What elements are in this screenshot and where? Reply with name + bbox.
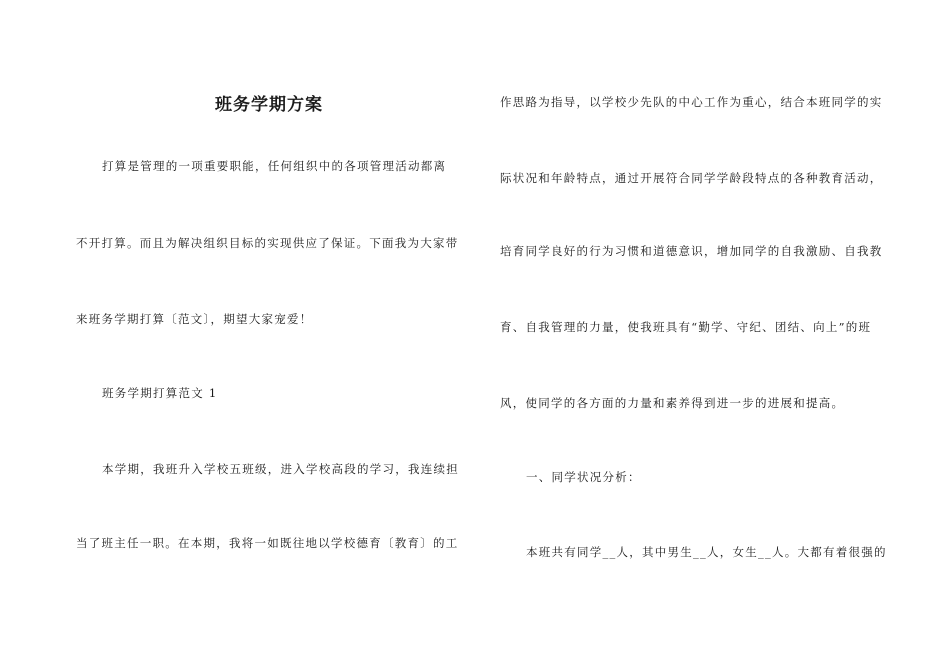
paragraph-line: 风，使同学的各方面的力量和素养得到进一步的进展和提高。 xyxy=(500,396,845,410)
paragraph-line: 本班共有同学__人，其中男生__人，女生__人。大都有着很强的 xyxy=(526,545,887,559)
paragraph-line: 作思路为指导，以学校少先队的中心工作为重心，结合本班同学的实 xyxy=(500,95,883,109)
section-heading: 一、同学状况分析： xyxy=(526,470,641,484)
left-column xyxy=(76,0,462,672)
paragraph-line: 育、自我管理的力量，使我班具有“勤学、守纪、团结、向上”的班 xyxy=(500,320,872,334)
paragraph-line: 不开打算。而且为解决组织目标的实现供应了保证。下面我为大家带 xyxy=(76,236,459,250)
paragraph-line: 当了班主任一职。在本期，我将一如既往地以学校德育〔教育〕的工 xyxy=(76,536,459,550)
document-title: 班务学期方案 xyxy=(215,95,323,115)
paragraph-line: 际状况和年龄特点，通过开展符合同学学龄段特点的各种教育活动， xyxy=(500,171,883,185)
right-column xyxy=(500,0,886,672)
paragraph-line: 打算是管理的一项重要职能，任何组织中的各项管理活动都离 xyxy=(102,159,447,173)
paragraph-line: 来班务学期打算〔范文〕，期望大家宠爱！ xyxy=(76,312,313,326)
paragraph-line: 本学期，我班升入学校五班级，进入学校高段的学习，我连续担 xyxy=(102,462,459,476)
section-heading: 班务学期打算范文 1 xyxy=(102,386,218,400)
paragraph-line: 培育同学良好的行为习惯和道德意识，增加同学的自我激励、自我教 xyxy=(500,244,883,258)
